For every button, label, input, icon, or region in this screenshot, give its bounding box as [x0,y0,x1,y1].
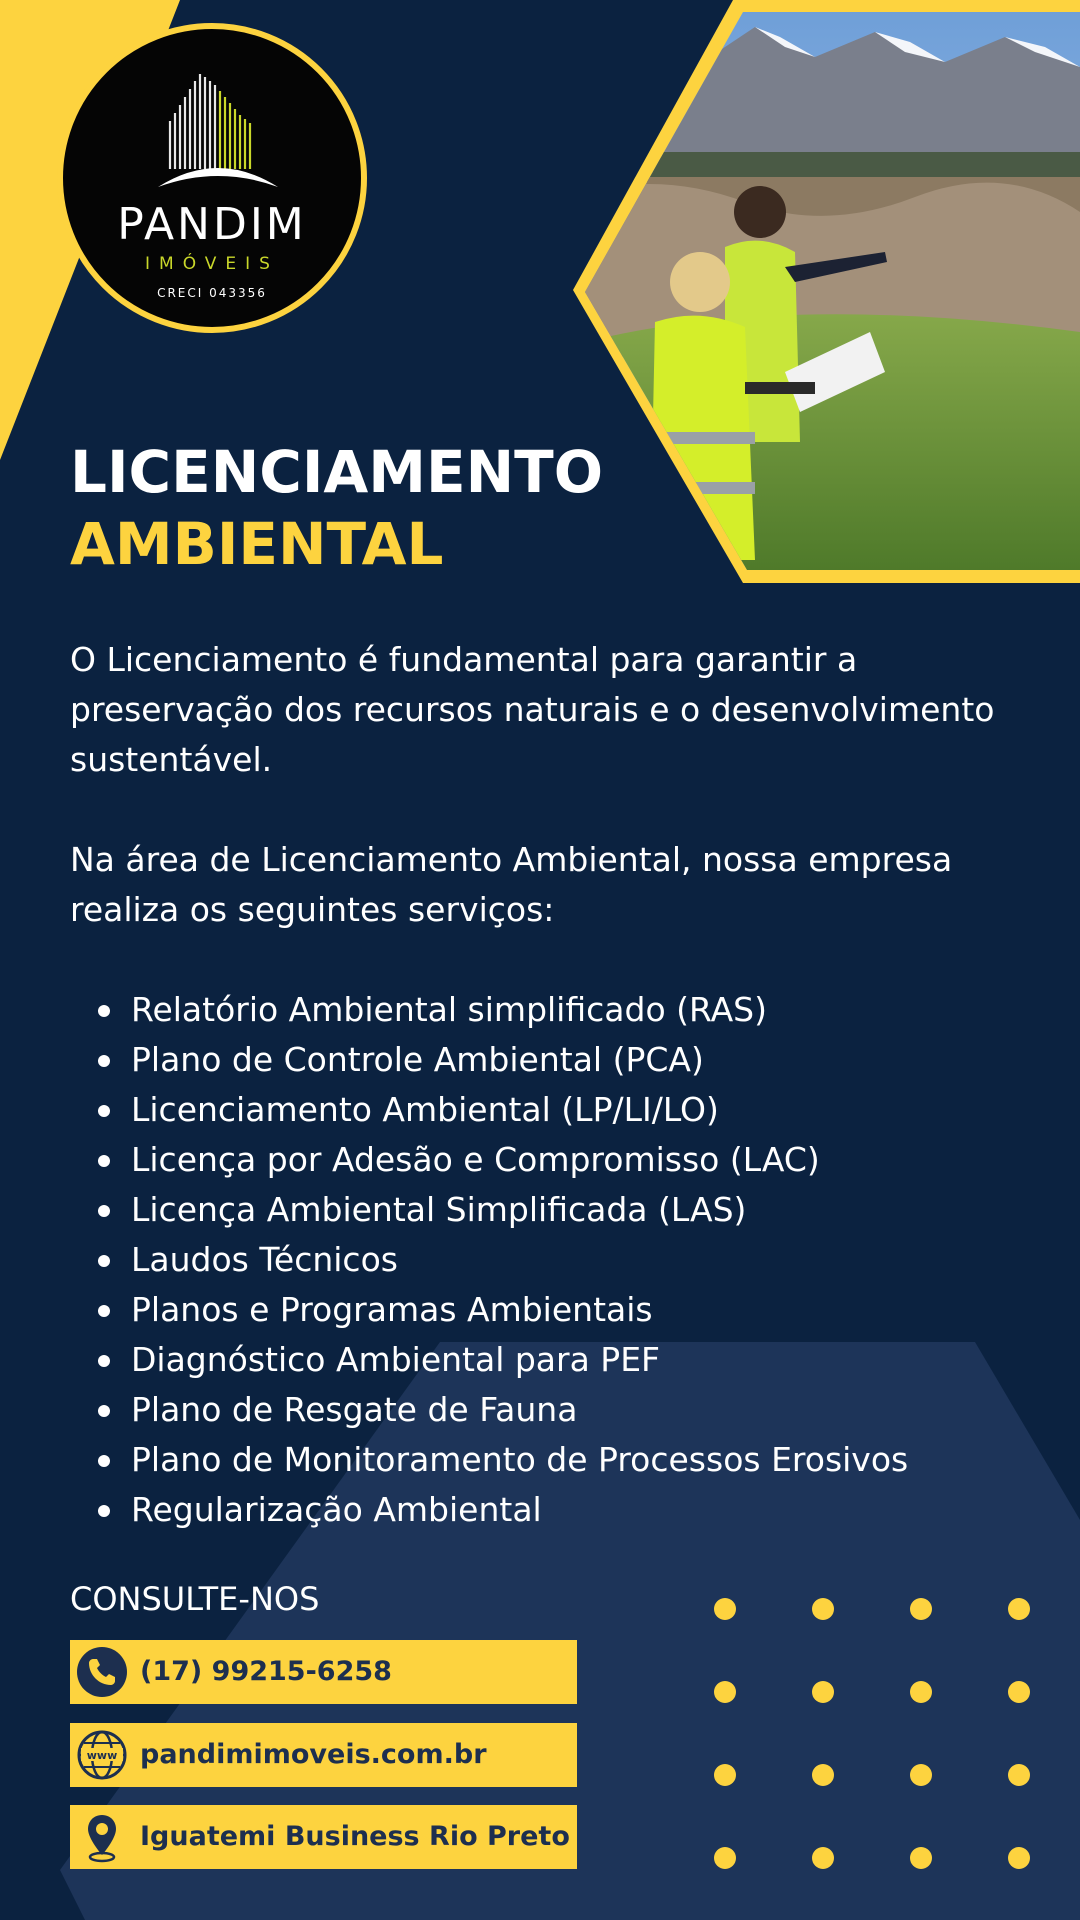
headline-line-1: LICENCIAMENTO [70,438,604,506]
surveyors-landscape-illustration [585,12,1080,570]
list-item: Licenciamento Ambiental (LP/LI/LO) [70,1085,1070,1135]
list-item: Laudos Técnicos [70,1235,1070,1285]
services-list [70,985,1070,1535]
dot [714,1764,736,1786]
dot-grid-decoration [714,1598,1044,1868]
hero-photo [585,12,1080,570]
brand-logo [57,23,367,333]
list-item: Licença por Adesão e Compromisso (LAC) [70,1135,1070,1185]
address-text: Iguatemi Business Rio Preto [140,1821,570,1852]
svg-text:www: www [86,1749,118,1762]
list-item: Diagnóstico Ambiental para PEF [70,1335,1070,1385]
list-item: Plano de Monitoramento de Processos Erosivos [70,1435,1070,1485]
dot [714,1681,736,1703]
globe-icon [76,1729,128,1781]
dot [1008,1681,1030,1703]
dot [1008,1764,1030,1786]
list-item: Plano de Controle Ambiental (PCA) [70,1035,1070,1085]
list-item: Plano de Resgate de Fauna [70,1385,1070,1435]
dot [1008,1847,1030,1869]
brand-name: PANDIM [117,199,307,250]
services-intro-paragraph: Na área de Licenciamento Ambiental, nossa empresa realiza os seguintes serviços: [70,840,953,929]
dot [910,1598,932,1620]
location-pin-icon [76,1811,128,1863]
dot [910,1681,932,1703]
dot [1008,1598,1030,1620]
phone-icon [76,1646,128,1698]
dot [812,1681,834,1703]
address-contact[interactable] [70,1805,577,1869]
dot [910,1847,932,1869]
dot [812,1598,834,1620]
website-contact[interactable] [70,1723,577,1787]
website-link[interactable]: pandimimoveis.com.br [140,1739,487,1770]
phone-contact[interactable] [70,1640,577,1704]
phone-number: (17) 99215-6258 [140,1656,392,1687]
building-logo-icon [148,69,288,189]
list-item: Planos e Programas Ambientais [70,1285,1070,1335]
dot [714,1598,736,1620]
brand-subtitle: IMÓVEIS [145,254,279,274]
dot [910,1764,932,1786]
brand-creci: CRECI 043356 [157,286,267,300]
headline-line-2: AMBIENTAL [70,510,444,578]
dot [812,1764,834,1786]
contact-heading: CONSULTE-NOS [70,1580,320,1618]
dot [812,1847,834,1869]
list-item: Licença Ambiental Simplificada (LAS) [70,1185,1070,1235]
list-item: Relatório Ambiental simplificado (RAS) [70,985,1070,1035]
dot [714,1847,736,1869]
intro-paragraph: O Licenciamento é fundamental para garantir a preservação dos recursos naturais e o desenvolvimento sustentável. [70,640,995,779]
list-item: Regularização Ambiental [70,1485,1070,1535]
